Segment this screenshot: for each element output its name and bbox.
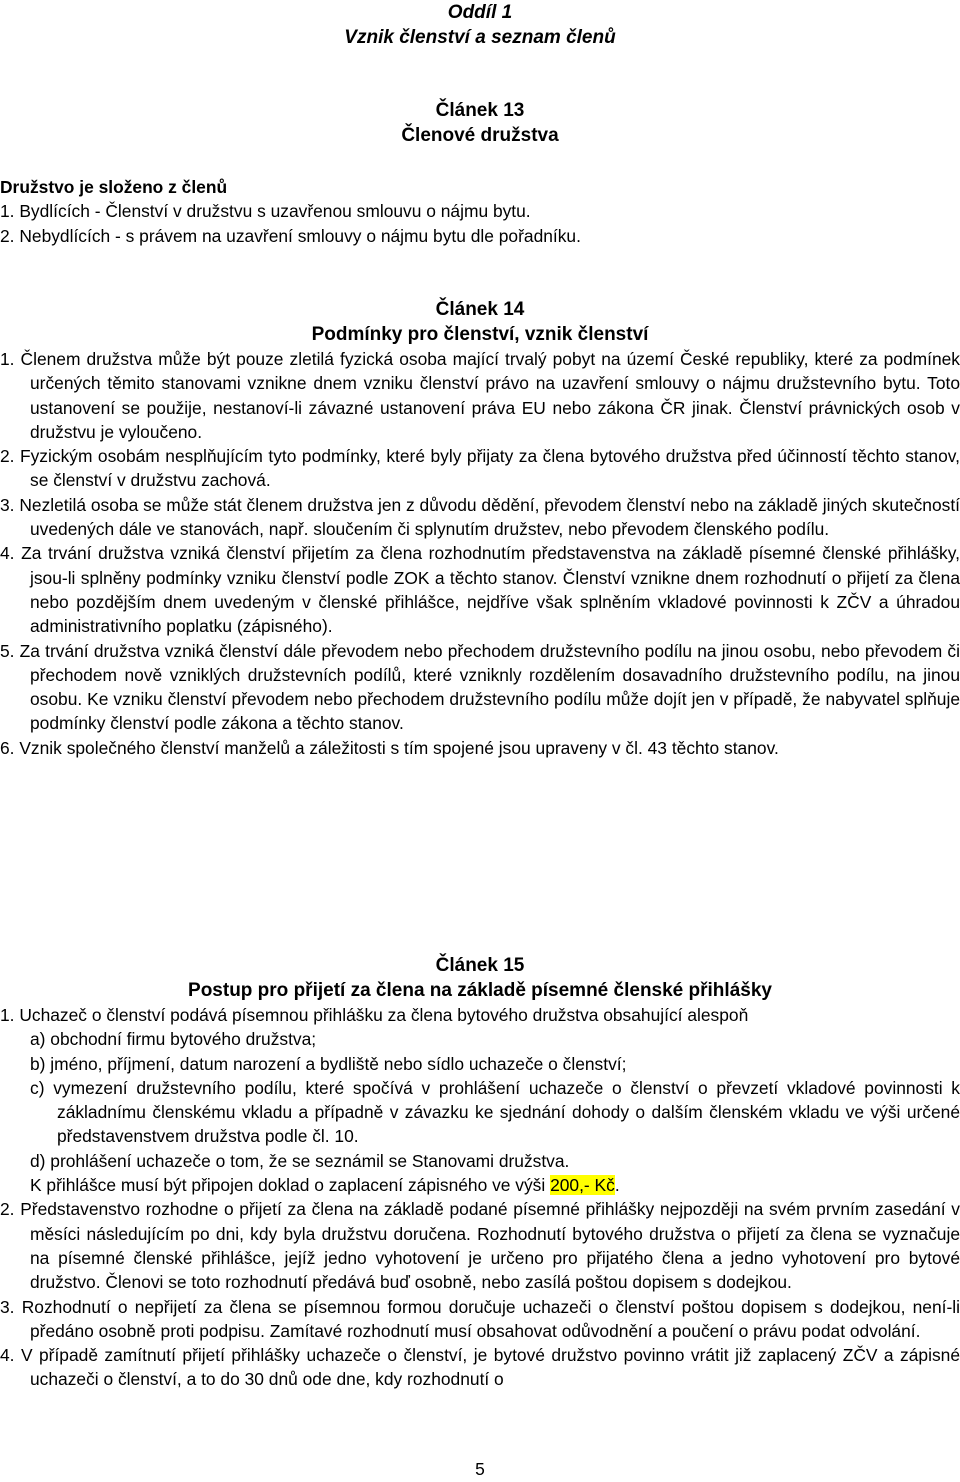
article15-sub-b: b) jméno, příjmení, datum narození a bydliště nebo sídlo uchazeče o členství; (30, 1053, 627, 1074)
article14-item-3: 3. Nezletilá osoba se může stát členem družstva jen z důvodu dědění, převodem členství nebo na základě jiných skutečností uvedených dále ve stanovách, např. sloučením či splynutím družstev, nebo převodem členského podílu. (0, 494, 960, 540)
article13-heading (0, 98, 960, 148)
article15-item-1-intro: 1. Uchazeč o členství podává písemnou přihlášku za člena bytového družstva obsahující alespoň (0, 1005, 749, 1025)
article15-fee-line (0, 1173, 960, 1197)
fee-text-after: . (614, 1175, 620, 1196)
article15-item-2: 2. Představenstvo rozhodne o přijetí za člena na základě podané písemné přihlášky nejpozději na svém prvním zasedání v měsíci následujícím po dni, kdy byla družstvu doručena. Rozhodnutí bytového družstva o přijetí za člena se vyznačuje na písemné členské přihlášce, jejíž jedno vyhotovení je určeno pro přijatého člena a jedno vyhotovení pro bytové družstvo. Členovi se toto rozhodnutí předává buď osobně, nebo zasílá poštou dopisem s dodejkou. (0, 1199, 960, 1293)
article14-heading (0, 297, 960, 347)
article14-body (0, 347, 960, 760)
article15-item-3: 3. Rozhodnutí o nepřijetí za člena se písemnou formou doručuje uchazeči o členství poštou dopisem s dodejkou, není-li předáno osobně proti podpisu. Zamítavé rozhodnutí musí obsahovat odůvodnění a poučení o právu podat odvolání. (0, 1296, 960, 1341)
article15-sub-d: d) prohlášení uchazeče o tom, že se seznámil se Stanovami družstva. (30, 1150, 570, 1171)
article15-body (0, 1003, 960, 1392)
article13-title: Členové družstva (401, 125, 559, 146)
article13-item-1: 1. Bydlících - Členství v družstvu s uzavřenou smlouvu o nájmu bytu. (0, 201, 531, 222)
article15-sub-a: a) obchodní firmu bytového družstva; (30, 1029, 317, 1050)
article14-item-1: 1. Členem družstva může být pouze zletilá fyzická osoba mající trvalý pobyt na území České republiky, které za podmínek určených těmito stanovami vznikne dnem vzniku členství právo na uzavření smlouvy o nájmu družstevního bytu. Toto ustanovení se použije, nestanoví-li závazné ustanovení práva EU nebo zákona ČR jinak. Členství právnických osob v družstvu je vyloučeno. (0, 349, 960, 442)
section-subtitle: Vznik členství a seznam členů (344, 27, 616, 48)
section-header (0, 0, 960, 50)
article13-number: Článek 13 (435, 100, 525, 121)
article14-number: Článek 14 (435, 299, 525, 320)
article14-item-6: 6. Vznik společného členství manželů a záležitosti s tím spojené jsou upraveny v čl. 43 těchto stanov. (0, 737, 779, 758)
article15-item-4: 4. V případě zamítnutí přijetí přihlášky uchazeče o členství, je bytové družstvo povinno vrátit již zaplacený ZČV a zápisné uchazeči o členství, a to do 30 dnů ode dne, kdy rozhodnutí o (0, 1345, 960, 1390)
section-title: Oddíl 1 (447, 2, 513, 23)
article14-item-2: 2. Fyzickým osobám nesplňujícím tyto podmínky, které byly přijaty za člena bytového družstva před účinností těchto stanov, se členství v družstvu zachová. (0, 446, 960, 491)
fee-text-before: K přihlášce musí být připojen doklad o zaplacení zápisného ve výši (30, 1175, 551, 1196)
article15-heading (0, 953, 960, 1003)
article15-number: Článek 15 (435, 955, 525, 976)
fee-amount-highlight: 200,- Kč (550, 1175, 615, 1196)
article13-body (0, 175, 960, 248)
article13-item-2: 2. Nebydlících - s právem na uzavření smlouvy o nájmu bytu dle pořadníku. (0, 225, 581, 246)
article13-intro: Družstvo je složeno z členů (0, 177, 228, 197)
article14-item-4: 4. Za trvání družstva vzniká členství přijetím za člena rozhodnutím představenstva na základě písemné členské přihlášky, jsou-li splněny podmínky vzniku členství podle ZOK a těchto stanov. Členství vznikne dnem rozhodnutí o přijetí za člena nebo pozdějším dnem uvedeným v členské přihlášce, nejdříve však splněním vkladové povinnosti k ZČV a úhradou administrativního poplatku (zápisného). (0, 543, 960, 637)
article14-item-5: 5. Za trvání družstva vzniká členství dále převodem nebo přechodem družstevního podílu na jinou osobu, nebo převodem či přechodem nově vzniklých družstevních podílů, které vzniknly rozdělením dosavadního družstevního podílu, na jinou osobu. Ke vzniku členství převodem nebo přechodem družstevního podílu může dojít jen v případě, že nabyvatel splňuje podmínky členství podle zákona a těchto stanov. (0, 640, 960, 734)
article15-title: Postup pro přijetí za člena na základě písemné členské přihlášky (188, 980, 772, 1001)
article15-sub-c: c) vymezení družstevního podílu, které spočívá v prohlášení uchazeče o členství o převzetí vkladové povinnosti k základnímu členskému vkladu a případně v závazku ke sjednání dohody o dalším členském vkladu ve výši určené představenstvem družstva podle čl. 10. (30, 1077, 960, 1147)
article14-title: Podmínky pro členství, vznik členství (311, 324, 649, 345)
page-number: 5 (475, 1459, 485, 1479)
